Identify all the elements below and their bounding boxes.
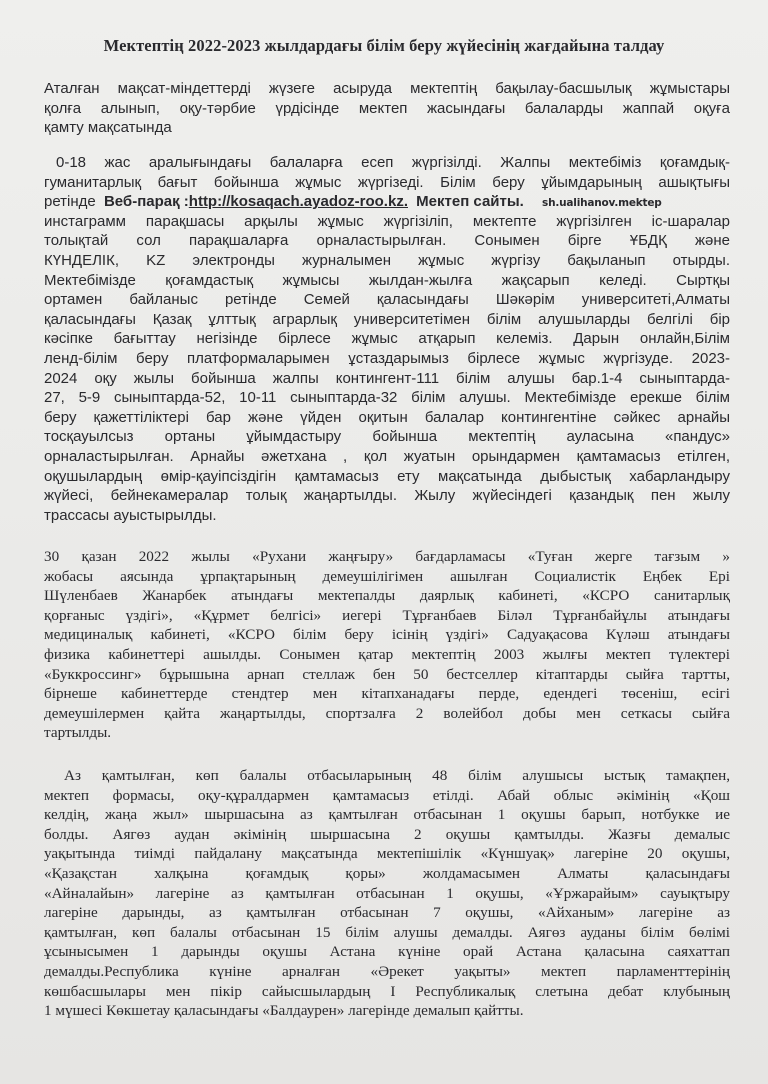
paragraph-line: Аз қамтылған, көп балалы отбасыларының 48 білім алушысы ыстық тамақпен, (64, 767, 730, 784)
paragraph-line: 1 мүшесі Көкшетау қаласындағы «Балдаурен» лагерінде демалып қайтты. (44, 1002, 524, 1020)
paragraph-line: трассасы ауыстырылды. (44, 506, 217, 524)
paragraph-line: «Қазақстан халқына қоғамдық қоры» жолдамасымен Алматы қаласындағы (44, 864, 730, 882)
paragraph-line: беру қажеттіліктері бар және үйден оқитын балалар контингентіне сәйкес арнайы (44, 408, 730, 426)
paragraph-line: гуманитарлық бағыт бойынша жұмыс жүргізеді. Білім беру ұйымдарының ашықтығы (44, 173, 730, 191)
paragraph-3 (44, 766, 730, 1021)
document-title: Мектептің 2022-2023 жылдардағы білім беру жүйесінің жағдайына талдау (103, 36, 665, 55)
intro-line: қолға алынып, оқу-тәрбие үрдісінде мектеп жасындағы балаларды жаппай оқуға (44, 99, 730, 117)
paragraph-line: мектеп формасы, оқу-құралдармен қамтамасыз етілді. Абай облыс әкімінің «Қош (44, 786, 730, 804)
website-prefix: ретінде (44, 193, 96, 211)
paragraph-line: 27, 5-9 сыныптарда-52, 10-11 сыныптарда-32 білім алушы. Мектебімізде ерекше білім (44, 389, 730, 407)
intro-line: Аталған мақсат-міндеттерді жүзеге асыруда мектептің бақылау-басшылық жұмыстары (44, 80, 730, 97)
paragraph-line: келдің, жаңа жыл» шыршасына аз қамтылған отбасынан 1 оқушы барып, нотбукке ие (44, 806, 730, 824)
paragraph-line: 30 қазан 2022 жылы «Рухани жаңғыру» бағдарламасы «Туған жерге тағзым » (44, 548, 730, 565)
website-caption: Мектеп сайты. (416, 193, 524, 211)
paragraph-line: демалды.Республика күніне арналған «Әрекет уақыты» мектеп парламенттерінің (44, 962, 730, 980)
paragraph-line: ортамен байланыс ретінде Семей қаласындағы Шәкәрім университеті,Алматы (44, 291, 730, 309)
paragraph-line: жүйесі, бейнекамералар толық жаңартылды. Жылу жүйесіндегі қазандық пен жылу (44, 487, 730, 505)
paragraph-line: демеушілермен қайта жаңартылды, спортзалға 2 волейбол добы мен сеткасы сыйға (44, 704, 730, 722)
website-line (44, 192, 730, 212)
paragraph-line: қорғаныс үздігі», «Құрмет белгісі» иегері Тұрғанбаев Біләл Тұрғанбайұлы атындағы (44, 606, 730, 624)
website-label: Веб-парақ : (103, 193, 189, 211)
paragraph-line: қаласындағы Қазақ ұлттық аграрлық университетімен білім алушыларды белгілі бір (44, 310, 730, 328)
paragraph-line: орналастырылған. Арнайы әжетхана , қол жуатын орындармен қамтамасыз етілген, (44, 447, 730, 465)
paragraph-1 (44, 153, 730, 525)
paragraph-line: 2024 оқу жылы бойынша жалпы контингент-111 білім алушы бар.1-4 сыныптарда- (44, 369, 730, 387)
paragraph-line: физика кабинеттері ашылды. Сонымен қатар мектептің 2003 жылғы мектеп түлектері (44, 645, 730, 663)
paragraph-line: тартылды. (44, 724, 112, 742)
paragraph-line: лагеріне дарынды, аз қамтылған отбасынан 7 оқушы, «Айханым» лагеріне аз (44, 904, 730, 922)
paragraph-line: 0-18 жас аралығындағы балаларға есеп жүргізілді. Жалпы мектебіміз қоғамдық- (56, 154, 730, 171)
handwritten-instagram-note: sh.ualihanov.mektep (542, 197, 662, 210)
paragraph-line: уақытында тиімді пайдалану мақсатында мектепішілік «Күншуақ» лагеріне 20 оқушы, (44, 845, 730, 863)
paragraph-line: «Айналайын» лагеріне аз қамтылған отбасынан 1 оқушы, «Ұржарайым» сауықтыру (44, 884, 730, 902)
paragraph-line: көшбасшылары мен пікір сайысшылардың I Республикалық слетына дебат клубының (44, 982, 730, 1000)
paragraph-line: толықтай сол парақшаларға орналастырылған. Сонымен бірге ҰБДҚ және (44, 232, 730, 250)
paragraph-line: ленд-білім беру платформаларымен ұстаздарымыз бірлесе жұмыс жүргізуде. 2023- (44, 349, 730, 367)
paragraph-line: тосқауылсыз ортаны ұйымдастыру бойынша мектептің ауласына «пандус» (44, 428, 730, 446)
paragraph-line: болды. Аягөз аудан әкімінің шыршасына 2 оқушы қамтылды. Жазғы демалыс (44, 825, 730, 843)
paragraph-line: ұсынысымен 1 дарынды оқушы Астана күніне орай Астана қаласына саяхаттап (44, 943, 730, 961)
paragraph-2 (44, 547, 730, 743)
paragraph-line: Мектебімізде қоғамдастық жұмысы жылдан-жылға жақсарып келеді. Сыртқы (44, 271, 730, 289)
paragraph-line: медициналық кабинеті, «КСРО білім беру ісінің үздігі» Садуақасова Күләш атындағы (44, 626, 730, 644)
paragraph-line: «Буккроссинг» бұрышына арнап стеллаж бен 50 бестселлер кітаптарды сыйға тартты, (44, 665, 730, 683)
intro-line: қамту мақсатында (44, 119, 172, 137)
paragraph-line: кәсіпке бағыттау негізінде бірлесе жұмыс атқарып келеміз. Дарын онлайн,Білім (44, 330, 730, 348)
paragraph-line: бірнеше кабинеттерде стендтер мен кітапханадағы перде, едендегі төсеніш, есігі (44, 685, 730, 703)
paragraph-line: қамтылған, көп балалы отбасынан 15 білім алушы демалды. Аягөз ауданы білім бөлімі (44, 923, 730, 941)
paragraph-line: КҮНДЕЛІК, KZ электронды журналымен жұмыс жүргізу бақыланып отырды. (44, 251, 730, 269)
paragraph-line: инстаграмм парақшасы арқылы жұмыс жүргізіліп, мектепте жүргізілген іс-шаралар (44, 212, 730, 230)
website-link[interactable]: http://kosaqach.ayadoz-roo.kz. (188, 193, 408, 211)
paragraph-line: оқушылардың өмір-қауіпсіздігін қамтамасыз ету мақсатында дыбыстық хабарландыру (44, 467, 730, 485)
intro-paragraph (44, 79, 730, 138)
paragraph-line: Шүленбаев Жанарбек атындағы мектепалды даярлық кабинеті, «КСРО санитарлық (44, 587, 730, 605)
paragraph-line: жобасы аясында ұрпақтарының демеушілігімен ашылған Социалистік Еңбек Ері (44, 567, 730, 585)
